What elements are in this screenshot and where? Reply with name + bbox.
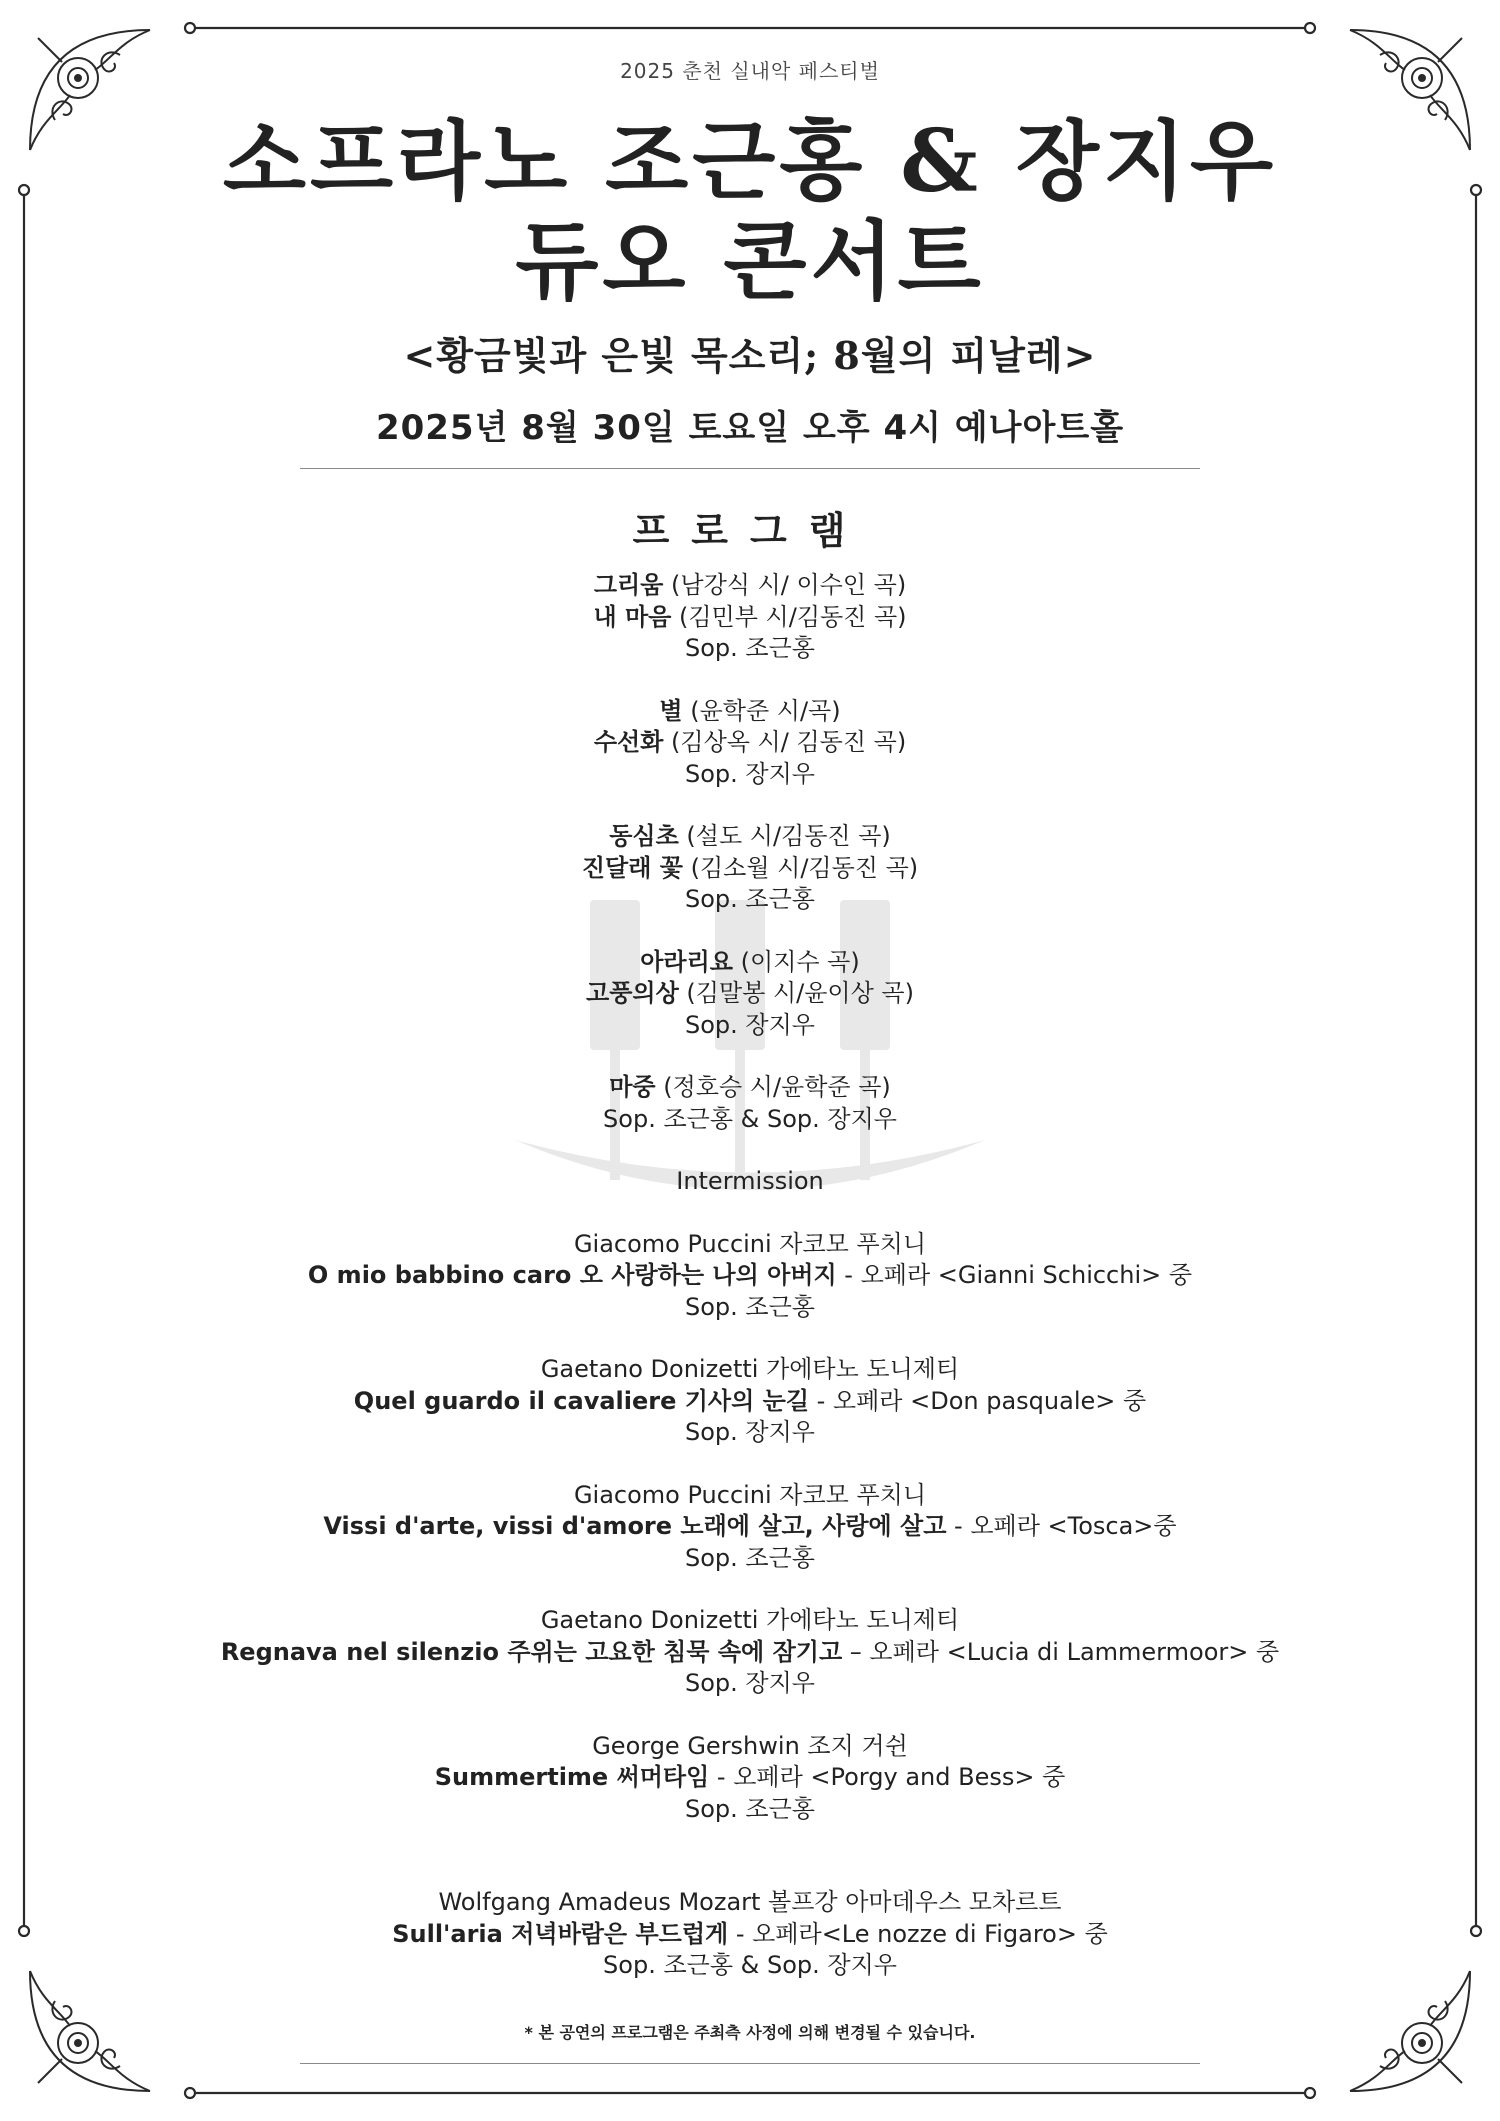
performer-line: Sop. 조근홍 xyxy=(685,634,815,662)
song-line xyxy=(0,727,1500,759)
song-credit: (설도 시/김동진 곡) xyxy=(686,822,891,850)
korean-songs-section xyxy=(0,570,1500,1135)
song-credit: (윤학준 시/곡) xyxy=(690,696,841,725)
opera-source: - 오페라 <Gianni Schicchi> 중 xyxy=(836,1261,1193,1289)
aria-line xyxy=(0,1919,1500,1951)
aria-line xyxy=(0,1260,1500,1292)
concert-title xyxy=(0,112,1500,312)
composer-line: Giacomo Puccini 자코모 푸치니 xyxy=(573,1229,927,1258)
program-group xyxy=(0,696,1500,791)
song-credit: (김민부 시/김동진 곡) xyxy=(679,602,907,631)
song-credit: (남강식 시/ 이수인 곡) xyxy=(671,571,907,599)
opera-source: – 오페라 <Lucia di Lammermoor> 중 xyxy=(842,1637,1280,1666)
aria-group xyxy=(0,1229,1500,1324)
opera-source: - 오페라 <Don pasquale> 중 xyxy=(809,1386,1147,1415)
aria-title: Summertime 써머타임 xyxy=(434,1763,710,1791)
song-credit: (김말봉 시/윤이상 곡) xyxy=(686,979,914,1007)
performer-line: Sop. 장지우 xyxy=(685,1418,815,1446)
opera-source: - 오페라<Le nozze di Figaro> 중 xyxy=(728,1919,1108,1948)
song-title: 내 마음 xyxy=(593,602,672,631)
song-line xyxy=(0,978,1500,1010)
aria-line xyxy=(0,1637,1500,1669)
performer-line: Sop. 조근홍 & Sop. 장지우 xyxy=(603,1104,897,1133)
performer-line: Sop. 조근홍 xyxy=(685,1543,815,1572)
song-credit: (김소월 시/김동진 곡) xyxy=(690,853,919,882)
aria-title: Vissi d'arte, vissi d'amore 노래에 살고, 사랑에 살고 xyxy=(323,1512,947,1540)
composer-line: Gaetano Donizetti 가에타노 도니제티 xyxy=(540,1606,960,1634)
song-line xyxy=(0,602,1500,634)
song-line xyxy=(0,1072,1500,1104)
bottom-divider xyxy=(300,2063,1200,2064)
festival-name: 2025 춘천 실내악 페스티벌 xyxy=(620,59,880,83)
composer-line: Wolfgang Amadeus Mozart 볼프강 아마데우스 모차르트 xyxy=(438,1888,1062,1916)
song-line xyxy=(0,853,1500,885)
song-line xyxy=(0,570,1500,602)
aria-line xyxy=(0,1386,1500,1418)
song-title: 고풍의상 xyxy=(586,979,679,1007)
opera-source: - 오페라 <Porgy and Bess> 중 xyxy=(709,1763,1066,1791)
top-divider xyxy=(300,468,1200,469)
song-title: 별 xyxy=(659,696,683,725)
composer-line: Giacomo Puccini 자코모 푸치니 xyxy=(573,1480,927,1509)
song-title: 수선화 xyxy=(593,728,664,756)
performer-line: Sop. 조근홍 xyxy=(685,885,815,913)
program-group xyxy=(0,1072,1500,1135)
program-heading: 프로그램 xyxy=(632,509,868,553)
concert-subtitle: <황금빛과 은빛 목소리; 8월의 피날레> xyxy=(403,333,1097,378)
aria-line xyxy=(0,1511,1500,1543)
performer-line: Sop. 장지우 xyxy=(685,1669,815,1697)
aria-group xyxy=(0,1354,1500,1449)
program-group xyxy=(0,821,1500,916)
concert-datetime: 2025년 8월 30일 토요일 오후 4시 예나아트홀 xyxy=(375,408,1125,448)
composer-line: George Gershwin 조지 거쉰 xyxy=(592,1731,908,1760)
opera-source: - 오페라 <Tosca>중 xyxy=(946,1512,1177,1540)
song-credit: (정호승 시/윤학준 곡) xyxy=(663,1073,891,1101)
performer-line: Sop. 조근홍 & Sop. 장지우 xyxy=(603,1951,897,1979)
program-list xyxy=(0,570,1500,2013)
performer-line: Sop. 조근홍 xyxy=(685,1794,815,1823)
program-group xyxy=(0,570,1500,665)
song-title: 동심초 xyxy=(609,822,679,850)
composer-line: Gaetano Donizetti 가에타노 도니제티 xyxy=(540,1355,960,1383)
aria-group xyxy=(0,1605,1500,1700)
footer-note: * 본 공연의 프로그램은 주최측 사정에 의해 변경될 수 있습니다. xyxy=(524,2023,976,2042)
song-credit: (김상옥 시/ 김동진 곡) xyxy=(671,728,907,756)
song-line xyxy=(0,947,1500,979)
performer-line: Sop. 장지우 xyxy=(685,1010,815,1039)
aria-title: Regnava nel silenzio 주위는 고요한 침묵 속에 잠기고 xyxy=(220,1637,843,1666)
aria-line xyxy=(0,1762,1500,1794)
performer-line: Sop. 장지우 xyxy=(685,759,815,788)
song-line xyxy=(0,821,1500,853)
aria-group xyxy=(0,1887,1500,1982)
aria-group xyxy=(0,1480,1500,1575)
aria-title: O mio babbino caro 오 사랑하는 나의 아버지 xyxy=(307,1261,837,1289)
aria-title: Quel guardo il cavaliere 기사의 눈길 xyxy=(353,1386,810,1415)
program-group xyxy=(0,947,1500,1042)
song-credit: (이지수 곡) xyxy=(740,947,860,976)
arias-section xyxy=(0,1229,1500,1982)
aria-title: Sull'aria 저녁바람은 부드럽게 xyxy=(392,1919,729,1948)
song-line xyxy=(0,696,1500,728)
song-title: 마중 xyxy=(609,1073,656,1101)
concert-title-line1: 소프라노 조근홍 & 장지우 xyxy=(222,111,1278,212)
intermission-label: Intermission xyxy=(676,1167,824,1195)
performer-line: Sop. 조근홍 xyxy=(685,1292,815,1321)
song-title: 아라리요 xyxy=(640,947,733,976)
song-title: 그리움 xyxy=(593,571,664,599)
song-title: 진달래 꽃 xyxy=(581,853,683,882)
concert-title-line2: 듀오 콘서트 xyxy=(515,211,985,312)
aria-group xyxy=(0,1731,1500,1826)
